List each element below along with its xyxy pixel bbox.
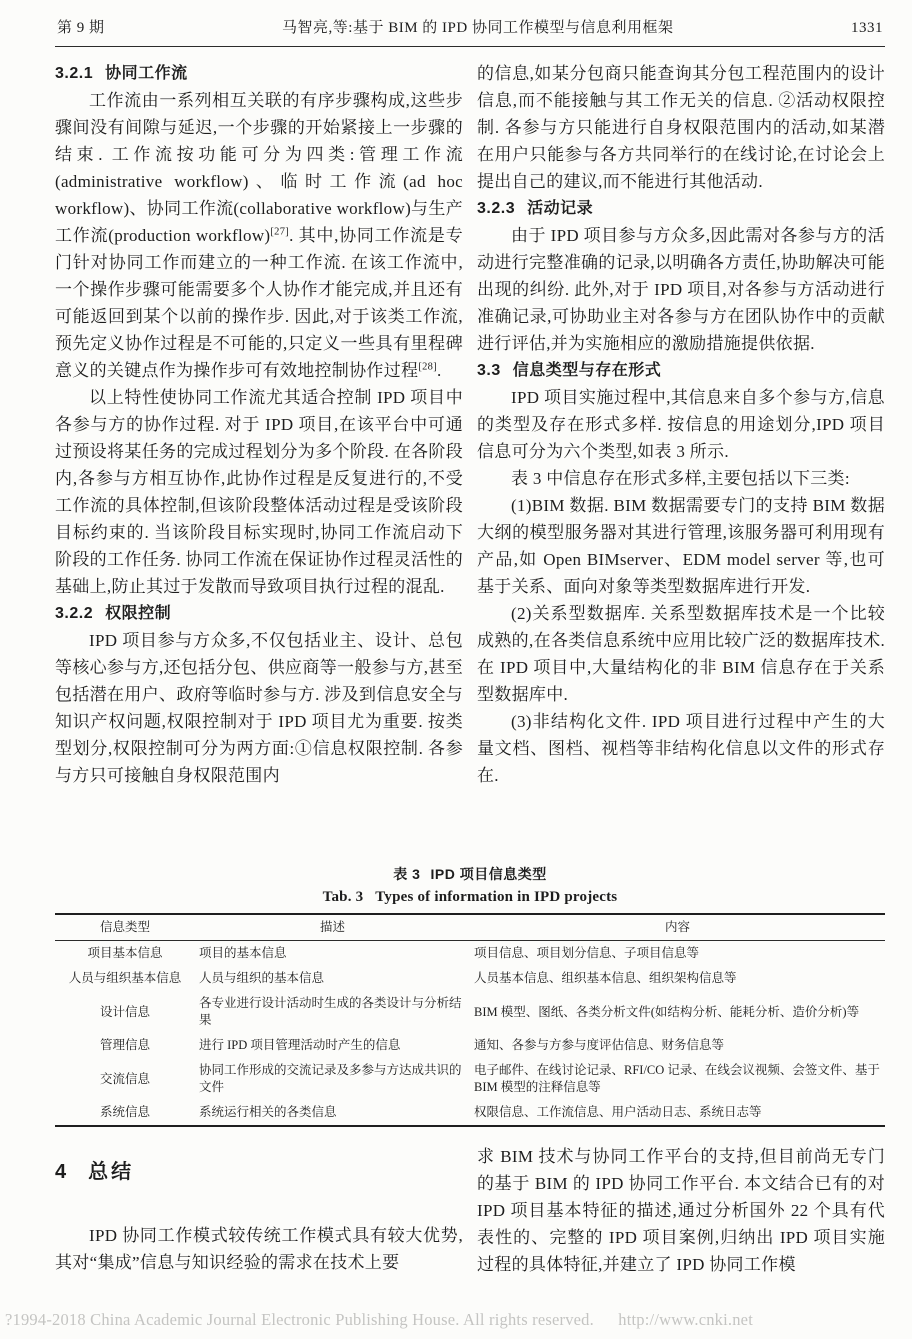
page-number: 1331 (851, 20, 883, 36)
paragraph: (1)BIM 数据. BIM 数据需要专门的支持 BIM 数据大纲的模型服务器对其进行管理,该服务器可利用现有产品,如 Open BIMserver、EDM model server 等,也可基于关系、面向对象等类型数据库进行开发. (477, 496, 885, 596)
running-head (55, 10, 885, 47)
section-title: 总结 (88, 1161, 135, 1183)
cell-desc: 协同工作形成的交流记录及多参与方达成共识的文件 (199, 1063, 462, 1094)
cell-content: 电子邮件、在线讨论记录、RFI/CO 记录、在线会议视频、会签文件、基于 BIM 模型的注释信息等 (474, 1063, 880, 1094)
table-title-cn (55, 864, 885, 884)
paragraph: (2)关系型数据库. 关系型数据库技术是一个比较成熟的,在各类信息系统中应用比较广泛的数据库技术. 在 IPD 项目中,大量结构化的非 BIM 信息存在于关系型数据库中. (477, 604, 885, 704)
table-title-en (55, 889, 885, 906)
summary-right-column (477, 1143, 885, 1278)
column-header-type: 信息类型 (55, 914, 195, 941)
cell-content: BIM 模型、图纸、各类分析文件(如结构分析、能耗分析、造价分析)等 (474, 1004, 860, 1019)
section-title: 协同工作流 (105, 65, 188, 82)
cell-type: 设计信息 (99, 1004, 150, 1019)
paragraph: IPD 协同工作模式较传统工作模式具有较大优势,其对“集成”信息与知识经验的需求在技术上要 (55, 1226, 463, 1272)
cell-desc: 进行 IPD 项目管理活动时产生的信息 (199, 1038, 401, 1052)
column-header-desc: 描述 (195, 914, 470, 941)
cell-desc: 人员与组织的基本信息 (199, 971, 325, 985)
section-number: 3.2.1 (55, 65, 94, 82)
table-label-cn: 表 3 (393, 866, 421, 882)
section-title: 权限控制 (105, 605, 172, 622)
paragraph: 的信息,如某分包商只能查询其分包工程范围内的设计信息,而不能接触与其工作无关的信息. ②活动权限控制. 各参与方只能进行自身权限范围内的活动,如某潜在用户只能参与各方共同举行的在线讨论,在讨论会上提出自己的建议,而不能进行其他活动. (477, 64, 885, 191)
cell-desc: 系统运行相关的各类信息 (199, 1105, 337, 1119)
paragraph: IPD 项目实施过程中,其信息来自多个参与方,信息的类型及存在形式多样. 按信息的用途划分,IPD 项目信息可分为六个类型,如表 3 所示. (477, 388, 885, 461)
cell-type: 系统信息 (99, 1105, 150, 1119)
section-number: 3.3 (477, 362, 501, 379)
cnki-url: http://www.cnki.net (618, 1310, 753, 1329)
section-heading-322 (55, 600, 463, 627)
section-heading-321 (55, 60, 463, 87)
scan-copyright-footer (5, 1310, 753, 1330)
table-row (55, 966, 885, 991)
cell-type: 管理信息 (99, 1038, 150, 1052)
cell-type: 人员与组织基本信息 (68, 971, 182, 985)
section-title: 活动记录 (527, 200, 594, 217)
table-label-en: Tab. 3 (322, 889, 364, 905)
cell-content: 权限信息、工作流信息、用户活动日志、系统日志等 (474, 1105, 762, 1119)
table-row (55, 941, 885, 967)
running-title: 马智亮,等:基于 BIM 的 IPD 协同工作模型与信息利用框架 (282, 20, 674, 36)
section-heading-4 (55, 1159, 463, 1186)
table-row (55, 1058, 885, 1100)
info-types-table (55, 913, 885, 1127)
paragraph: IPD 项目参与方众多,不仅包括业主、设计、总包等核心参与方,还包括分包、供应商等一般参与方,甚至包括潜在用户、政府等临时参与方. 涉及到信息安全与知识产权问题,权限控制对于 IPD 项目尤为重要. 按类型划分,权限控制可分为两方面:①信息权限控制. 各参与方只可接触自身权限范围内 (55, 631, 463, 785)
left-column (55, 60, 463, 848)
paragraph: 表 3 中信息存在形式多样,主要包括以下三类: (511, 469, 850, 488)
table-title-cn-text: IPD 项目信息类型 (430, 866, 547, 882)
issue-number: 第 9 期 (57, 20, 105, 36)
paragraph: 以上特性使协同工作流尤其适合控制 IPD 项目中各参与方的协作过程. 对于 IPD 项目,在该平台中可通过预设将某任务的完成过程划分为多个阶段. 在各阶段内,各参与方相互协作,此协作过程是反复进行的,不受工作流的具体控制,但该阶段整体活动过程是受该阶段目标约束的. 当该阶段目标实现时,协同工作流启动下阶段的工作任务. 协同工作流在保证协作过程灵活性的基础上,防止其过于发散而导致项目执行过程的混乱. (55, 388, 463, 596)
summary-left-column (55, 1143, 463, 1278)
table-title-en-text: Types of information in IPD projects (375, 889, 618, 905)
right-column (477, 60, 885, 848)
summary-columns (55, 1143, 885, 1278)
paragraph: (3)非结构化文件. IPD 项目进行过程中产生的大量文档、图档、视档等非结构化信息以文件的形式存在. (477, 712, 885, 785)
cell-content: 人员基本信息、组织基本信息、组织架构信息等 (474, 971, 737, 985)
cell-desc: 项目的基本信息 (199, 946, 287, 960)
section-number: 4 (55, 1161, 67, 1183)
cell-type: 交流信息 (99, 1071, 150, 1086)
section-heading-33 (477, 357, 885, 384)
table-row (55, 991, 885, 1033)
table-header-row (55, 914, 885, 941)
table-3-block (55, 864, 885, 1127)
cell-desc: 各专业进行设计活动时生成的各类设计与分析结果 (199, 996, 462, 1027)
column-header-content: 内容 (470, 914, 885, 941)
paragraph: 由于 IPD 项目参与方众多,因此需对各参与方的活动进行完整准确的记录,以明确各方责任,协助解决可能出现的纠纷. 此外,对于 IPD 项目,对各参与方活动进行准确记录,可协助业主对各参与方在团队协作中的贡献进行评估,并为实施相应的激励措施提供依据. (477, 226, 885, 353)
table-row (55, 1033, 885, 1058)
cell-content: 项目信息、项目划分信息、子项目信息等 (474, 946, 700, 960)
copyright-text: ?1994-2018 China Academic Journal Electronic Publishing House. All rights reserved. (5, 1310, 594, 1329)
cell-type: 项目基本信息 (87, 946, 163, 960)
table-row (55, 1100, 885, 1126)
body-columns (55, 60, 885, 848)
paragraph: 工作流由一系列相互关联的有序步骤构成,这些步骤间没有间隙与延迟,一个步骤的开始紧接上一步骤的结束. 工作流按功能可分为四类:管理工作流(administrative workflow)、临时工作流(ad hoc workflow)、协同工作流(collaborative workflow)与生产工作流(production workflow)[27]. 其中,协同工作流是专门针对协同工作而建立的一种工作流. 在该工作流中,一个操作步骤可能需要多个人协作才能完成,并且还有可能返回到某个以前的操作步. 因此,对于该类工作流,预先定义协作过程是不可能的,只定义一些具有里程碑意义的关键点作为操作步可有效地控制协作过程[28]. (55, 91, 463, 380)
cell-content: 通知、各参与方参与度评估信息、财务信息等 (474, 1038, 725, 1052)
section-heading-323 (477, 195, 885, 222)
section-number: 3.2.2 (55, 605, 94, 622)
paragraph: 求 BIM 技术与协同工作平台的支持,但目前尚无专门的基于 BIM 的 IPD 协同工作平台. 本文结合已有的对 IPD 项目基本特征的描述,通过分析国外 22 个具有代表性的、完整的 IPD 项目案例,归纳出 IPD 项目实施过程的具体特征,并建立了 IPD 协同工作模 (477, 1147, 885, 1274)
section-title: 信息类型与存在形式 (512, 362, 662, 379)
section-number: 3.2.3 (477, 200, 516, 217)
